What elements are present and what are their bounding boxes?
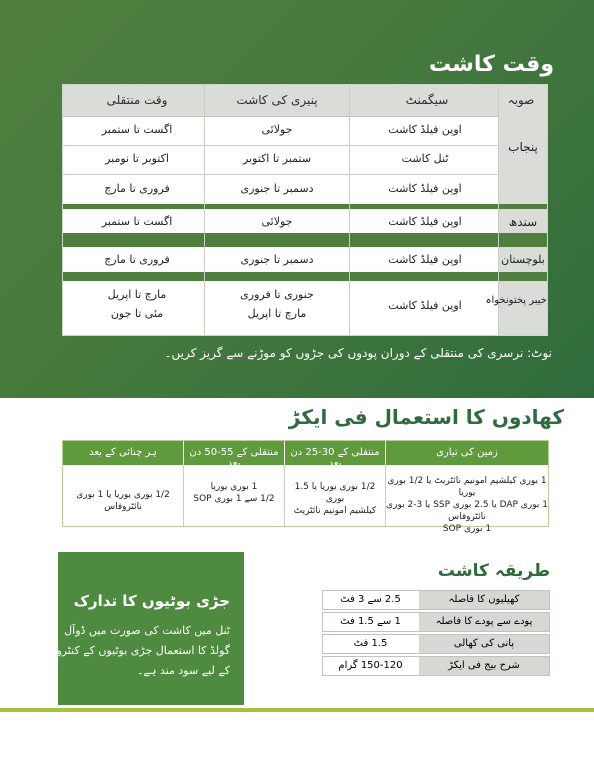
cell-50-55-days: 1 بوری یوریا 1/2 سے 1 بوری SOP [193, 482, 275, 504]
header-nursery: پنیری کی کاشت [236, 93, 318, 107]
weed-control-line: کے لیے سود مند ہے۔ [137, 664, 230, 677]
nursery-value: دسمبر تا جنوری [240, 182, 314, 195]
segment-value: اوپن فیلڈ کاشت [388, 215, 462, 228]
province-cell-punjab [499, 116, 547, 204]
nursery-value: جنوری تا فروری [240, 288, 314, 301]
transfer-value: اگست تا ستمبر [101, 123, 173, 136]
header-after-picking: ہر چنائی کے بعد [63, 441, 183, 465]
segment-value: ٹنل کاشت [401, 152, 449, 165]
header-transfer: وقت منتقلی [106, 93, 168, 107]
cell-land-prep: 1 بوری کیلشیم امونیم نائٹریٹ یا 1/2 بوری یوریا 1 بوری DAP یا 2.5 بوری SSP یا 3-2 بوری نائٹروفاس 1 بوری SOP [386, 476, 548, 534]
province-label: خیبر پختونخواہ [485, 295, 547, 306]
nursery-value: دسمبر تا جنوری [240, 253, 314, 266]
cell-25-30-days: 1/2 بوری یوریا یا 1.5 بوری کیلشیم امونیم نائٹریٹ [293, 482, 377, 516]
row-divider [63, 174, 498, 175]
segment-value: اوپن فیلڈ کاشت [388, 253, 462, 266]
table-row: 150-120 گرام شرح بیج فی ایکڑ [322, 656, 550, 676]
cell-after-picking: 1/2 بوری یوریا یا 1 بوری نائٹروفاس [76, 490, 170, 512]
header-land-prep: زمین کی تیاری [386, 441, 548, 465]
footer-area [0, 712, 594, 768]
nursery-value: جولائی [261, 215, 293, 228]
nursery-value: جولائی [261, 123, 293, 136]
transfer-value: مارچ تا اپریل [107, 288, 167, 301]
weed-control-line: ٹنل میں کاشت کی صورت میں ڈوآل [64, 624, 230, 637]
row-divider [63, 145, 498, 146]
cultivation-method-table [322, 590, 548, 680]
nursery-note: نوٹ: نرسری کی منتقلی کے دوران پودوں کی جڑوں کو موڑنے سے گریز کریں۔ [164, 346, 552, 360]
sowing-time-table [62, 84, 548, 336]
province-cell-kpk [485, 281, 547, 335]
transfer-value: اگست تا ستمبر [101, 215, 173, 228]
transfer-value-2: مئی تا جون [110, 307, 164, 320]
table-row: 1 سے 1.5 فٹ پودے سے پودے کا فاصلہ [322, 612, 550, 632]
nursery-value-2: مارچ تا اپریل [247, 307, 307, 320]
province-label: پنجاب [508, 140, 538, 154]
section-title-sowing-time: وقت کاشت [428, 52, 554, 77]
transfer-value: اکتوبر تا نومبر [105, 152, 169, 165]
segment-value: اوپن فیلڈ کاشت [388, 123, 462, 136]
table-row: 2.5 سے 3 فٹ کھیلیوں کا فاصلہ [322, 590, 550, 610]
province-label: سندھ [508, 215, 538, 229]
fertilizer-table [62, 440, 549, 534]
transfer-value: فروری تا مارچ [104, 253, 170, 266]
weed-control-line: گولڈ کا استعمال جڑی بوٹیوں کے کنٹرول [48, 644, 230, 657]
weed-control-title: جڑی بوٹیوں کا تدارک [73, 592, 230, 610]
province-label: بلوچستان [501, 253, 545, 266]
row-gap [63, 233, 547, 247]
section-title-fertilizer: کھادوں کا استعمال فی ایکڑ [288, 405, 564, 429]
header-province: صوبہ [507, 93, 535, 107]
column-divider [204, 85, 205, 335]
header-25-30-days: منتقلی کے 30-25 دن بعد [285, 441, 385, 465]
segment-value: اوپن فیلڈ کاشت [388, 182, 462, 195]
header-50-55-days: منتقلی کے 55-50 دن بعد [184, 441, 284, 465]
segment-value: اوپن فیلڈ کاشت [388, 299, 462, 312]
column-divider [349, 85, 350, 335]
row-gap [63, 272, 547, 281]
nursery-value: ستمبر تا اکتوبر [242, 152, 312, 165]
section-title-cultivation-method: طریقہ کاشت [437, 561, 550, 581]
header-segment: سیگمنٹ [405, 93, 449, 107]
row-gap [63, 204, 547, 209]
transfer-value: فروری تا مارچ [104, 182, 170, 195]
weed-control-box [48, 552, 244, 705]
table-row: 1.5 فٹ پانی کی کھالی [322, 634, 550, 654]
